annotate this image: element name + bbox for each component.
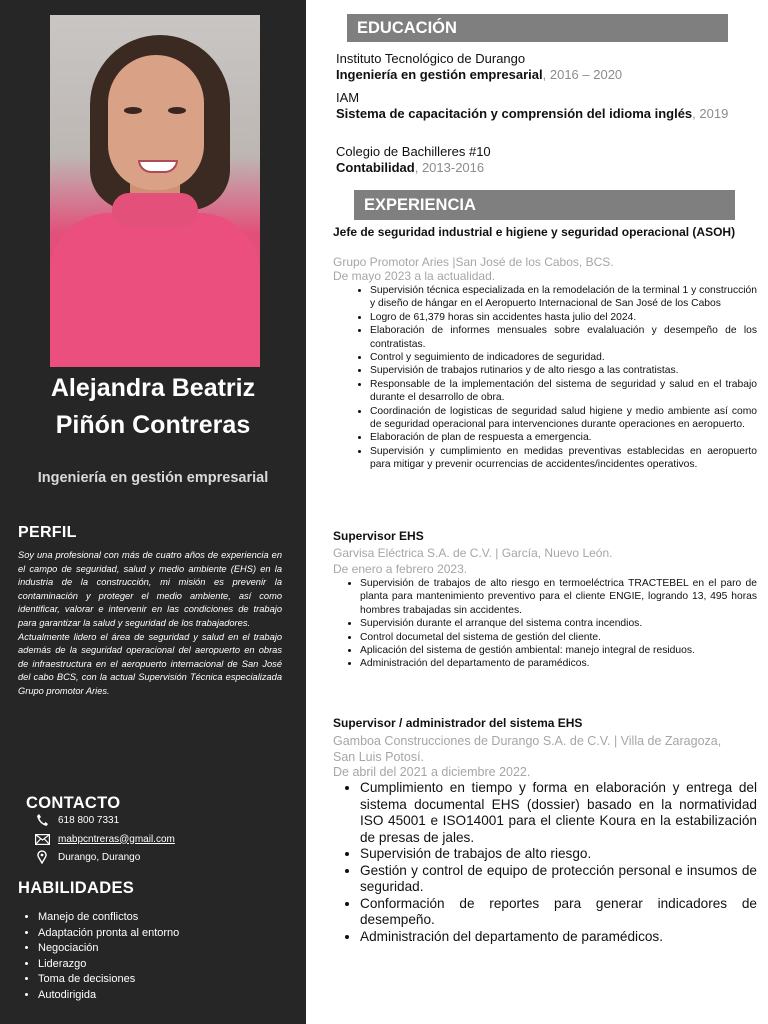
name-line-1: Alejandra Beatriz	[50, 374, 256, 402]
sidebar	[0, 0, 306, 1024]
perfil-text	[18, 549, 282, 699]
job-company: Gamboa Construcciones de Durango S.A. de C.V. | Villa de Zaragoza, San Luis Potosí.	[333, 734, 722, 764]
education-degree: Sistema de capacitación y comprensión del idioma inglés	[336, 106, 693, 121]
name-line-2: Piñón Contreras	[55, 411, 251, 439]
job-bullet: • Supervisión técnica especializada en la remodelación de la terminal 1 y construcción y diseño de hángar en el Aeropuerto Internacional de San José de los Cabos	[370, 284, 757, 311]
skill-item: • Manejo de conflictos	[38, 910, 179, 926]
education-institution: IAM	[336, 90, 360, 105]
job-bullet: • Control y seguimiento de indicadores de seguridad.	[370, 351, 757, 364]
job-bullets	[340, 577, 757, 671]
skill-item: • Autodirigida	[38, 988, 179, 1004]
job-bullet: • Supervisión y cumplimiento en medidas preventivas establecidas en aeropuerto para mitigar y prevenir ocurrencias de accidentes/incidentes operativos.	[370, 445, 757, 472]
skill-item: • Adaptación pronta al entorno	[38, 926, 179, 942]
job-bullet: • Elaboración de informes mensuales sobre evalaluación y desempeño de los contratistas.	[370, 324, 757, 351]
contact-phone	[34, 812, 119, 828]
skill-item: • Toma de decisiones	[38, 972, 179, 988]
job-company: Garvisa Eléctrica S.A. de C.V. | García, Nuevo León.	[333, 546, 613, 560]
job-bullet: • Supervisión durante el arranque del sistema contra incendios.	[360, 617, 757, 630]
contacto-heading: CONTACTO	[26, 794, 121, 812]
job-bullet: • Supervisión de trabajos de alto riesgo.	[360, 846, 757, 863]
photo-eye-left	[124, 107, 142, 114]
photo-eye-right	[168, 107, 186, 114]
job-title: Jefe de seguridad industrial e higiene y seguridad operacional (ASOH)	[333, 225, 736, 239]
experience-heading: EXPERIENCIA	[354, 190, 735, 220]
contact-location	[34, 849, 140, 865]
job-bullet: • Control documetal del sistema de gestión del cliente.	[360, 631, 757, 644]
job-bullet: • Responsable de la implementación del sistema de seguridad y salud en el trabajo durante el desarrollo de obra.	[370, 378, 757, 405]
job-bullet: • Conformación de reportes para generar indicadores de desempeño.	[360, 896, 757, 929]
education-years: , 2013-2016	[414, 160, 485, 175]
job-bullet: • Elaboración de plan de respuesta a emergencia.	[370, 431, 757, 444]
job-bullet: • Coordinación de logisticas de seguridad salud higiene y medio ambiente así como de seguridad operacional para intervenciones durante operaciones en aeropuerto.	[370, 405, 757, 432]
education-entry	[336, 144, 736, 176]
job-bullet: • Supervisión de trabajos rutinarios y de alto riesgo a las contratistas.	[370, 364, 757, 377]
perfil-paragraph-2: Actualmente lidero el área de seguridad y salud en el trabajo además de la seguridad operacional del aeropuerto en obras de infraestructura en el aeropuerto internacional de San José del cabo BCS, con la actual Supervisión Técnica especializada Grupo promotor Aries.	[18, 631, 282, 696]
job-bullet: • Cumplimiento en tiempo y forma en elaboración y entrega del sistema documental EHS (dossier) basado en la normatividad ISO 45001 e ISO14001 para el cliente Koura en la estabilización de presas de jales.	[360, 780, 757, 846]
full-name	[0, 370, 306, 444]
job-company: Grupo Promotor Aries |San José de los Cabos, BCS.	[333, 255, 614, 269]
job-dates: De mayo 2023 a la actualidad.	[333, 269, 496, 283]
job-bullet: • Administración del departamento de paramédicos.	[360, 657, 757, 670]
perfil-heading: PERFIL	[18, 524, 77, 541]
location-text: Durango, Durango	[58, 851, 141, 863]
education-years: , 2019	[692, 106, 729, 121]
education-years: , 2016 – 2020	[542, 67, 623, 82]
skill-item: • Liderazgo	[38, 957, 179, 973]
email-link[interactable]: mabpcntreras@gmail.com	[58, 833, 175, 845]
job-dates: De abril del 2021 a diciembre 2022.	[333, 765, 531, 779]
photo-scarf	[112, 193, 198, 227]
education-institution: Colegio de Bachilleres #10	[336, 144, 491, 159]
skill-item: • Negociación	[38, 941, 179, 957]
job-bullet: • Supervisión de trabajos de alto riesgo en termoeléctrica TRACTEBEL en el paro de planta para mantenimiento preventivo para el cliente ENGIE, logrando 13, 495 horas hombres trabajadas sin accidentes.	[360, 577, 757, 617]
education-entry	[336, 51, 736, 83]
job-bullet: • Administración del departamento de paramédicos.	[360, 929, 757, 946]
phone-icon	[34, 812, 50, 828]
job-bullet: • Logro de 61,379 horas sin accidentes hasta julio del 2024.	[370, 311, 757, 324]
job-title: Supervisor / administrador del sistema EHS	[333, 716, 583, 730]
skills-list	[18, 910, 179, 1003]
mail-icon	[34, 831, 50, 847]
photo-shirt	[50, 213, 260, 367]
job-bullet: • Gestión y control de equipo de protección personal e insumos de seguridad.	[360, 863, 757, 896]
profession-title: Ingeniería en gestión empresarial	[37, 470, 269, 486]
education-degree: Ingeniería en gestión empresarial	[336, 67, 543, 82]
profile-photo	[50, 15, 260, 367]
job-dates: De enero a febrero 2023.	[333, 562, 468, 576]
job-bullets	[350, 284, 757, 472]
location-pin-icon	[34, 849, 50, 865]
education-heading: EDUCACIÓN	[347, 14, 728, 42]
education-institution: Instituto Tecnológico de Durango	[336, 51, 526, 66]
job-title: Supervisor EHS	[333, 529, 424, 543]
education-degree: Contabilidad	[336, 160, 415, 175]
job-bullets	[340, 780, 757, 945]
habilidades-heading: HABILIDADES	[18, 879, 135, 897]
education-entry	[336, 90, 736, 122]
perfil-paragraph-1: Soy una profesional con más de cuatro años de experiencia en el campo de seguridad, salud y medio ambiente (EHS) en la industria de la construcción, mi misión es prevenir la contaminación y proteger el medio ambiente, así como identificar, valorar e intervenir en las condiciones de trabajo para garantizar la salud y seguridad de los trabajadores.	[18, 550, 282, 628]
contact-email[interactable]	[34, 831, 175, 847]
phone-number: 618 800 7331	[58, 814, 120, 826]
job-bullet: • Aplicación del sistema de gestión ambiental: manejo integral de residuos.	[360, 644, 757, 657]
